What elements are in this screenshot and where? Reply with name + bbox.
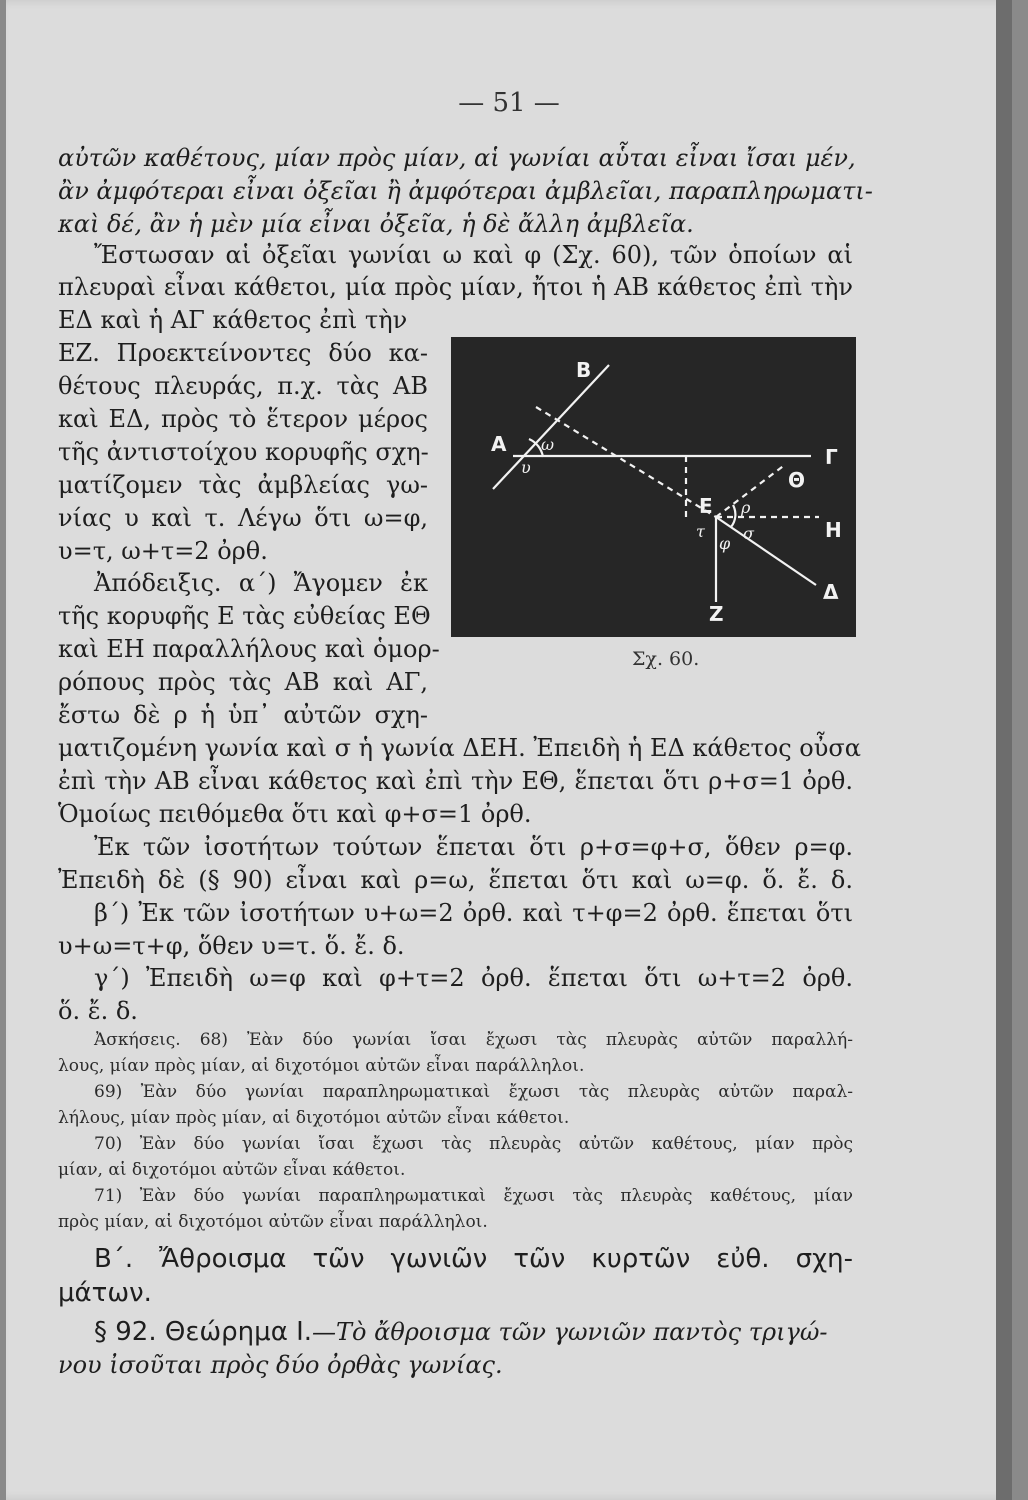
exercise-line: μίαν, αἱ διχοτόμοι αὐτῶν εἶναι κάθετοι.	[58, 1160, 406, 1180]
page-edge	[996, 0, 1012, 1500]
exercise-line: 69) Ἐὰν δύο γωνίαι παραπληρωματικαὶ ἔχωσι τὰς πλευρὰς αὐτῶν παραλ-	[94, 1082, 853, 1102]
label-rho: ρ	[741, 498, 751, 517]
geometry-figure	[451, 337, 856, 637]
label-tau: τ	[696, 522, 705, 541]
label-sigma: σ	[743, 524, 754, 543]
label-A: Α	[491, 432, 507, 456]
label-E: Ε	[699, 494, 713, 518]
text-line: τῆς ἀντιστοίχου κορυφῆς σχη-	[58, 438, 429, 466]
label-H: Η	[825, 518, 842, 542]
text-line: καὶ ΕΔ, πρὸς τὸ ἕτερον μέρος	[58, 405, 428, 433]
book-page	[6, 0, 1012, 1500]
figure-caption: Σχ. 60.	[632, 648, 700, 670]
text-line: ὅ. ἔ. δ.	[58, 997, 138, 1025]
label-omega: ω	[541, 435, 555, 454]
line-AB	[493, 365, 609, 489]
label-B: Β	[576, 358, 592, 382]
line-ETh	[716, 464, 786, 517]
text-line: ΕΖ. Προεκτείνοντες δύο κα-	[58, 339, 428, 367]
text-line: ἔστω δὲ ρ ἡ ὑπ᾽ αὐτῶν σχη-	[58, 701, 428, 729]
exercise-line: Ἀσκήσεις. 68) Ἐὰν δύο γωνίαι ἴσαι ἔχωσι τὰς πλευρὰς αὐτῶν παραλλή-	[94, 1030, 853, 1050]
theorem-label: § 92. Θεώρημα Ι.	[94, 1317, 313, 1347]
text-line: υ+ω=τ+φ, ὅθεν υ=τ. ὅ. ἔ. δ.	[58, 932, 405, 960]
label-upsilon: υ	[521, 458, 531, 477]
text-line: υ=τ, ω+τ=2 ὀρθ.	[58, 537, 268, 565]
text-line: καὶ ΕΗ παραλλήλους καὶ ὁμορ-	[58, 635, 440, 663]
theorem-line	[94, 1315, 853, 1349]
label-phi: φ	[719, 534, 731, 553]
exercise-line: 71) Ἐὰν δύο γωνίαι παραπληρωματικαὶ ἔχωσι τὰς πλευρὰς καθέτους, μίαν	[94, 1186, 853, 1206]
label-G: Γ	[825, 445, 838, 469]
exercise-line: λήλους, μίαν πρὸς μίαν, αἱ διχοτόμοι αὐτῶν εἶναι κάθετοι.	[58, 1108, 570, 1128]
line-ED-extension	[536, 407, 716, 517]
theorem-text: —Τὸ ἄθροισμα τῶν γωνιῶν παντὸς τριγώ-	[312, 1318, 828, 1346]
exercise-line: λους, μίαν πρὸς μίαν, αἱ διχοτόμοι αὐτῶν εἶναι παράλληλοι.	[58, 1056, 585, 1076]
text-line: Ὁμοίως πειθόμεθα ὅτι καὶ φ+σ=1 ὀρθ.	[58, 800, 532, 828]
text-line: ματιζομένη γωνία καὶ σ ἡ γωνία ΔΕΗ. Ἐπειδὴ ἡ ΕΔ κάθετος οὖσα	[58, 734, 861, 762]
text-line: ΕΔ καὶ ἡ ΑΓ κάθετος ἐπὶ τὴν	[58, 306, 408, 334]
exercise-line: 70) Ἐὰν δύο γωνίαι ἴσαι ἔχωσι τὰς πλευρὰς αὐτῶν καθέτους, μίαν πρὸς	[94, 1134, 853, 1154]
label-Z: Ζ	[709, 602, 724, 626]
text-line: Ἀπόδειξις. α΄) Ἄγομεν ἐκ	[94, 569, 428, 597]
text-line: νίας υ καὶ τ. Λέγω ὅτι ω=φ,	[58, 504, 428, 532]
text-line: Ἐπειδὴ δὲ (§ 90) εἶναι καὶ ρ=ω, ἕπεται ὅτι καὶ ω=φ. ὅ. ἔ. δ.	[58, 866, 853, 894]
exercise-line: πρὸς μίαν, αἱ διχοτόμοι αὐτῶν εἶναι παράλληλοι.	[58, 1212, 488, 1232]
text-line: Ἔστωσαν αἱ ὀξεῖαι γωνίαι ω καὶ φ (Σχ. 60), τῶν ὁποίων αἱ	[94, 241, 853, 269]
section-heading: Β΄. Ἄθροισμα τῶν γωνιῶν τῶν κυρτῶν εὐθ. σχη-	[94, 1244, 853, 1274]
section-heading: μάτων.	[58, 1278, 152, 1308]
label-D: Δ	[823, 580, 839, 604]
label-Th: Θ	[788, 468, 806, 492]
text-line: ἂν ἀμφότεραι εἶναι ὀξεῖαι ἢ ἀμφότεραι ἀμβλεῖαι, παραπληρωματι-	[58, 177, 873, 205]
text-line: ρόπους πρὸς τὰς ΑΒ καὶ ΑΓ,	[58, 668, 428, 696]
text-line: γ΄) Ἐπειδὴ ω=φ καὶ φ+τ=2 ὀρθ. ἕπεται ὅτι ω+τ=2 ὀρθ.	[94, 964, 853, 992]
figure-diagram	[451, 337, 856, 637]
text-line: αὐτῶν καθέτους, μίαν πρὸς μίαν, αἱ γωνίαι αὗται εἶναι ἴσαι μέν,	[58, 144, 856, 172]
line-ED	[716, 517, 816, 585]
text-line: πλευραὶ εἶναι κάθετοι, μία πρὸς μίαν, ἤτοι ἡ ΑΒ κάθετος ἐπὶ τὴν	[58, 273, 853, 301]
text-line: θέτους πλευράς, π.χ. τὰς ΑΒ	[58, 372, 428, 400]
text-line: ἐπὶ τὴν ΑΒ εἶναι κάθετος καὶ ἐπὶ τὴν ΕΘ, ἕπεται ὅτι ρ+σ=1 ὀρθ.	[58, 767, 853, 795]
text-line: τῆς κορυφῆς Ε τὰς εὐθείας ΕΘ	[58, 602, 431, 630]
text-line: β΄) Ἐκ τῶν ἰσοτήτων υ+ω=2 ὀρθ. καὶ τ+φ=2 ὀρθ. ἕπεται ὅτι	[94, 899, 853, 927]
page-number: — 51 —	[458, 88, 560, 118]
text-line: ματίζομεν τὰς ἀμβλείας γω-	[58, 471, 428, 499]
text-line: Ἐκ τῶν ἰσοτήτων τούτων ἕπεται ὅτι ρ+σ=φ+σ, ὅθεν ρ=φ.	[94, 833, 853, 861]
theorem-line: νου ἰσοῦται πρὸς δύο ὀρθὰς γωνίας.	[58, 1351, 503, 1379]
text-line: καὶ δέ, ἂν ἡ μὲν μία εἶναι ὀξεῖα, ἡ δὲ ἄλλη ἀμβλεῖα.	[58, 210, 694, 238]
